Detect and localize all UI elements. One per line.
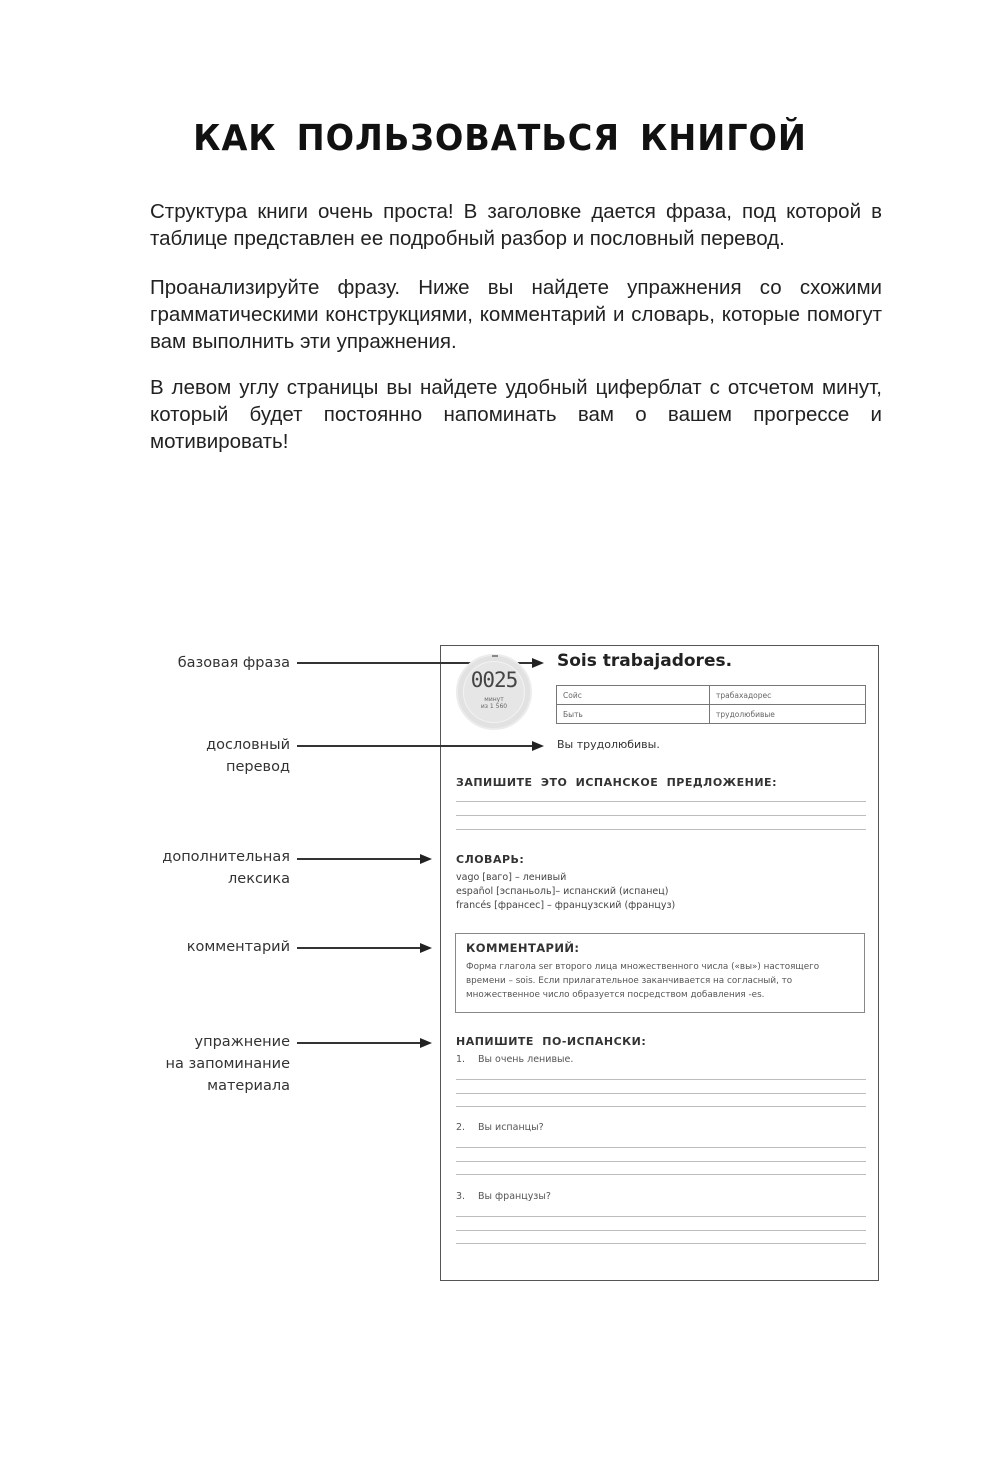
arrow-line bbox=[297, 1042, 422, 1044]
base-phrase: Sois trabajadores. bbox=[557, 651, 733, 671]
table-row bbox=[557, 705, 866, 724]
dial-tick-icon bbox=[492, 655, 498, 657]
callout-exercise bbox=[130, 1031, 290, 1097]
exercise-heading: НАПИШИТЕ ПО-ИСПАНСКИ: bbox=[456, 1035, 647, 1048]
callout-line: на запоминание bbox=[165, 1056, 290, 1072]
exercise-number: 2. bbox=[456, 1122, 466, 1133]
callout-literal-translation bbox=[150, 734, 290, 778]
arrow-head-icon bbox=[420, 854, 432, 864]
callout-line: лексика bbox=[228, 871, 290, 887]
arrow-head-icon bbox=[532, 741, 544, 751]
intro-paragraph-3: В левом углу страницы вы найдете удобный циферблат с отсчетом минут, который будет постоянно напоминать вам о вашем прогрессе и мотивировать! bbox=[150, 376, 882, 453]
exercise-text: Вы французы? bbox=[478, 1191, 551, 1202]
callout-extra-vocab bbox=[130, 846, 290, 890]
literal-translation: Вы трудолюбивы. bbox=[557, 738, 660, 751]
callout-line: упражнение bbox=[194, 1034, 290, 1050]
writing-line bbox=[456, 1216, 866, 1217]
callout-comment: комментарий bbox=[186, 939, 290, 955]
writing-line bbox=[456, 1174, 866, 1175]
word-table bbox=[556, 685, 866, 724]
table-cell: трабахадорес bbox=[710, 686, 866, 705]
exercise-text: Вы испанцы? bbox=[478, 1122, 544, 1133]
exercise-number: 1. bbox=[456, 1054, 466, 1065]
arrow-line bbox=[297, 745, 534, 747]
table-row bbox=[557, 686, 866, 705]
writing-line bbox=[456, 1106, 866, 1107]
writing-line bbox=[456, 1079, 866, 1080]
writing-line bbox=[456, 801, 866, 802]
arrow-head-icon bbox=[532, 658, 544, 668]
intro-paragraph-1: Структура книги очень проста! В заголовке дается фраза, под которой в таблице представлен ее подробный разбор и пословный перевод. bbox=[150, 200, 882, 250]
table-cell: трудолюбивые bbox=[710, 705, 866, 724]
writing-line bbox=[456, 815, 866, 816]
callout-base-phrase: базовая фраза bbox=[177, 655, 290, 671]
vocab-heading: СЛОВАРЬ: bbox=[456, 853, 525, 866]
writing-line bbox=[456, 1093, 866, 1094]
writing-line bbox=[456, 829, 866, 830]
dial-total: из 1 560 bbox=[480, 703, 508, 710]
arrow-line bbox=[297, 858, 422, 860]
vocab-item: español [эспаньоль]– испанский (испанец) bbox=[456, 886, 669, 897]
exercise-item bbox=[456, 1054, 573, 1065]
page-title: КАК ПОЛЬЗОВАТЬСЯ КНИГОЙ bbox=[193, 118, 807, 159]
table-cell: Сойс bbox=[557, 686, 710, 705]
writing-line bbox=[456, 1230, 866, 1231]
comment-heading: КОММЕНТАРИЙ: bbox=[466, 941, 580, 955]
arrow-line bbox=[297, 947, 422, 949]
writing-line bbox=[456, 1243, 866, 1244]
callout-line: дополнительная bbox=[162, 849, 290, 865]
callout-line: дословный bbox=[206, 737, 290, 753]
intro-paragraph-2: Проанализируйте фразу. Ниже вы найдете упражнения со схожими грамматическими конструкциями, комментарий и словарь, которые помогут вам выполнить эти упражнения. bbox=[150, 276, 882, 353]
exercise-item bbox=[456, 1122, 544, 1133]
vocab-item: francés [франсес] – французский (француз) bbox=[456, 900, 676, 911]
vocab-list bbox=[456, 871, 675, 913]
exercise-text: Вы очень ленивые. bbox=[478, 1054, 574, 1065]
vocab-item: vago [ваго] – ленивый bbox=[456, 872, 567, 883]
dial-unit: минут bbox=[484, 696, 504, 703]
write-heading: ЗАПИШИТЕ ЭТО ИСПАНСКОЕ ПРЕДЛОЖЕНИЕ: bbox=[456, 776, 777, 789]
callout-line: перевод bbox=[226, 759, 290, 775]
writing-line bbox=[456, 1147, 866, 1148]
table-cell: Быть bbox=[557, 705, 710, 724]
arrow-head-icon bbox=[420, 1038, 432, 1048]
comment-box bbox=[455, 933, 865, 1013]
comment-text: Форма глагола ser второго лица множественного числа («вы») настоящего времени – sois. Если прилагательное заканчивается на согласный, то множественное число образуется посредством добавления -es. bbox=[466, 962, 820, 1000]
arrow-head-icon bbox=[420, 943, 432, 953]
minutes-dial bbox=[456, 654, 532, 730]
writing-line bbox=[456, 1161, 866, 1162]
dial-minutes: 0025 bbox=[470, 668, 518, 692]
exercise-item bbox=[456, 1191, 551, 1202]
exercise-number: 3. bbox=[456, 1191, 466, 1202]
callout-line: материала bbox=[207, 1078, 290, 1094]
